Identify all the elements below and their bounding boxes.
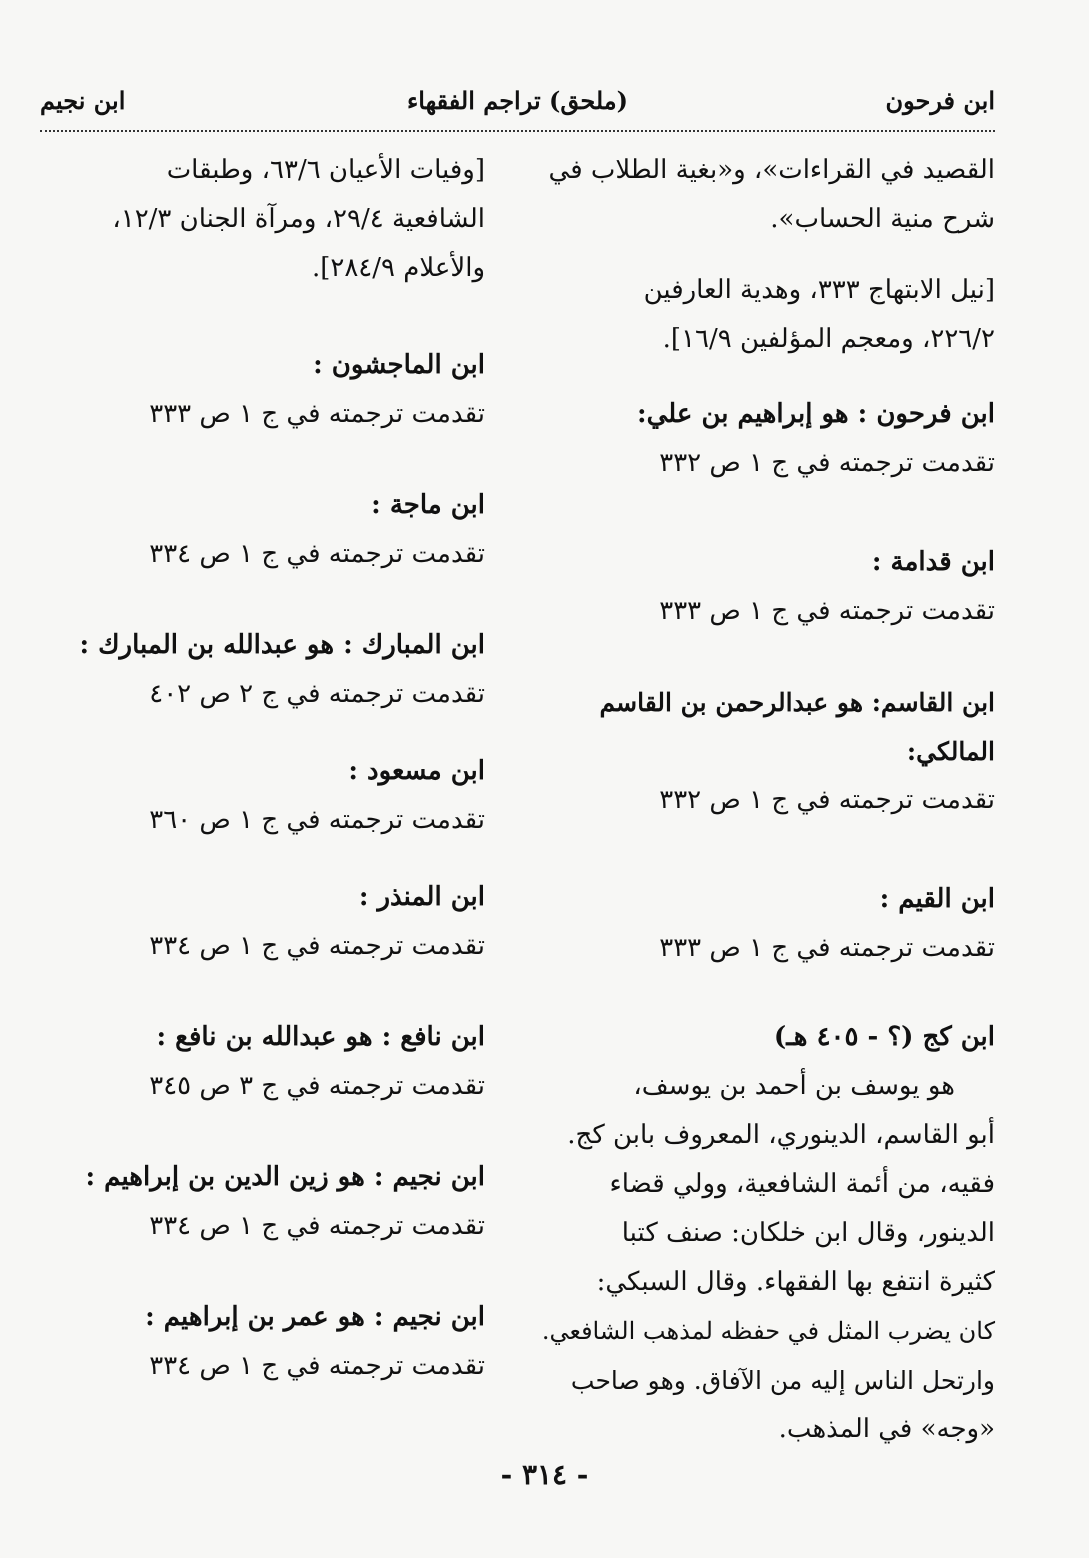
entry-title: ابن المبارك : هو عبدالله بن المبارك : (79, 630, 485, 660)
entry-ibn-maja (40, 481, 485, 579)
text-line: أبو القاسم، الدينوري، المعروف بابن كج. (567, 1120, 995, 1150)
intro-paragraph (540, 146, 995, 244)
text-line: والأعلام ٢٨٤/٩]. (311, 253, 485, 283)
entry-ibn-al-mubarak (40, 621, 485, 719)
text-line: [نيل الابتهاج ٣٣٣، وهدية العارفين (643, 275, 995, 305)
page-number: - ٣١٤ - (500, 1458, 589, 1491)
running-header (40, 86, 995, 126)
entry-ibn-farhun (540, 390, 995, 488)
entry-title: ابن نافع : هو عبدالله بن نافع : (156, 1022, 485, 1052)
text-line: وارتحل الناس إليه من الآفاق. وهو صاحب (570, 1366, 995, 1395)
entry-title: ابن كج (؟ - ٤٠٥ هـ) (773, 1022, 995, 1052)
entry-title: ابن القيم : (879, 884, 995, 914)
entry-ibn-masud (40, 747, 485, 845)
entry-ref: تقدمت ترجمته في ج ١ ص ٣٣٣ (659, 933, 995, 963)
entry-ibn-nafi (40, 1013, 485, 1111)
entry-title: ابن فرحون : هو إبراهيم بن علي: (637, 399, 995, 429)
text-line: ٢٢٦/٢، ومعجم المؤلفين ١٦/٩]. (662, 324, 995, 354)
entry-ref: تقدمت ترجمته في ج ٣ ص ٣٤٥ (149, 1071, 485, 1101)
entry-title: ابن الماجشون : (313, 350, 485, 380)
entry-ref: تقدمت ترجمته في ج ٢ ص ٤٠٢ (149, 679, 485, 709)
references-paragraph (540, 266, 995, 364)
header-right-title: ابن فرحون (885, 86, 995, 115)
entry-ibn-al-qayyim (540, 875, 995, 973)
entry-ref: تقدمت ترجمته في ج ١ ص ٣٦٠ (149, 805, 485, 835)
entry-ibn-nujaym-2 (40, 1293, 485, 1391)
text-line: هو يوسف بن أحمد بن يوسف، (633, 1071, 955, 1101)
text-line: كثيرة انتفع بها الفقهاء. وقال السبكي: (596, 1267, 995, 1297)
entry-ibn-nujaym-1 (40, 1153, 485, 1251)
entry-ref: تقدمت ترجمته في ج ١ ص ٣٣٢ (659, 785, 995, 815)
entry-title: ابن نجيم : هو عمر بن إبراهيم : (145, 1302, 485, 1332)
entry-ibn-kaj (540, 1013, 995, 1454)
text-line: «وجه» في المذهب. (778, 1414, 995, 1444)
left-column (40, 146, 485, 1413)
entry-title: ابن نجيم : هو زين الدين بن إبراهيم : (85, 1162, 485, 1192)
entry-title: ابن قدامة : (871, 547, 995, 577)
text-line: فقيه، من أئمة الشافعية، وولي قضاء (609, 1169, 995, 1199)
entry-ref: تقدمت ترجمته في ج ١ ص ٣٣٤ (149, 1351, 485, 1381)
entry-ref: تقدمت ترجمته في ج ١ ص ٣٣٣ (149, 399, 485, 429)
text-line: [وفيات الأعيان ٦٣/٦، وطبقات (166, 155, 485, 185)
entry-ref: تقدمت ترجمته في ج ١ ص ٣٣٣ (659, 596, 995, 626)
text-line: الدينور، وقال ابن خلكان: صنف كتبا (621, 1218, 995, 1248)
entry-ref: تقدمت ترجمته في ج ١ ص ٣٣٤ (149, 1211, 485, 1241)
entry-ibn-al-majishun (40, 341, 485, 439)
header-center-title: (ملحق) تراجم الفقهاء (406, 86, 629, 115)
entry-ref: تقدمت ترجمته في ج ١ ص ٣٣٤ (149, 931, 485, 961)
header-left-title: ابن نجيم (40, 86, 126, 115)
entry-ref: تقدمت ترجمته في ج ١ ص ٣٣٢ (659, 448, 995, 478)
entry-title: ابن ماجة : (371, 490, 485, 520)
references-paragraph (40, 146, 485, 293)
text-line: كان يضرب المثل في حفظه لمذهب الشافعي. (541, 1317, 995, 1345)
entry-ref: تقدمت ترجمته في ج ١ ص ٣٣٤ (149, 539, 485, 569)
entry-ibn-al-mundhir (40, 873, 485, 971)
entry-ibn-qudama (540, 538, 995, 636)
text-line: الشافعية ٢٩/٤، ومرآة الجنان ١٢/٣، (112, 204, 485, 234)
header-dotted-rule (40, 130, 995, 132)
text-line: القصيد في القراءات»، و«بغية الطلاب في (548, 155, 995, 185)
entry-title: ابن القاسم: هو عبدالرحمن بن القاسم المالكي: (599, 688, 995, 766)
entry-title: ابن مسعود : (348, 756, 485, 786)
text-line: شرح منية الحساب». (770, 204, 995, 234)
right-column (540, 146, 995, 1476)
entry-title: ابن المنذر : (358, 882, 485, 912)
entry-ibn-al-qasim (540, 678, 995, 825)
